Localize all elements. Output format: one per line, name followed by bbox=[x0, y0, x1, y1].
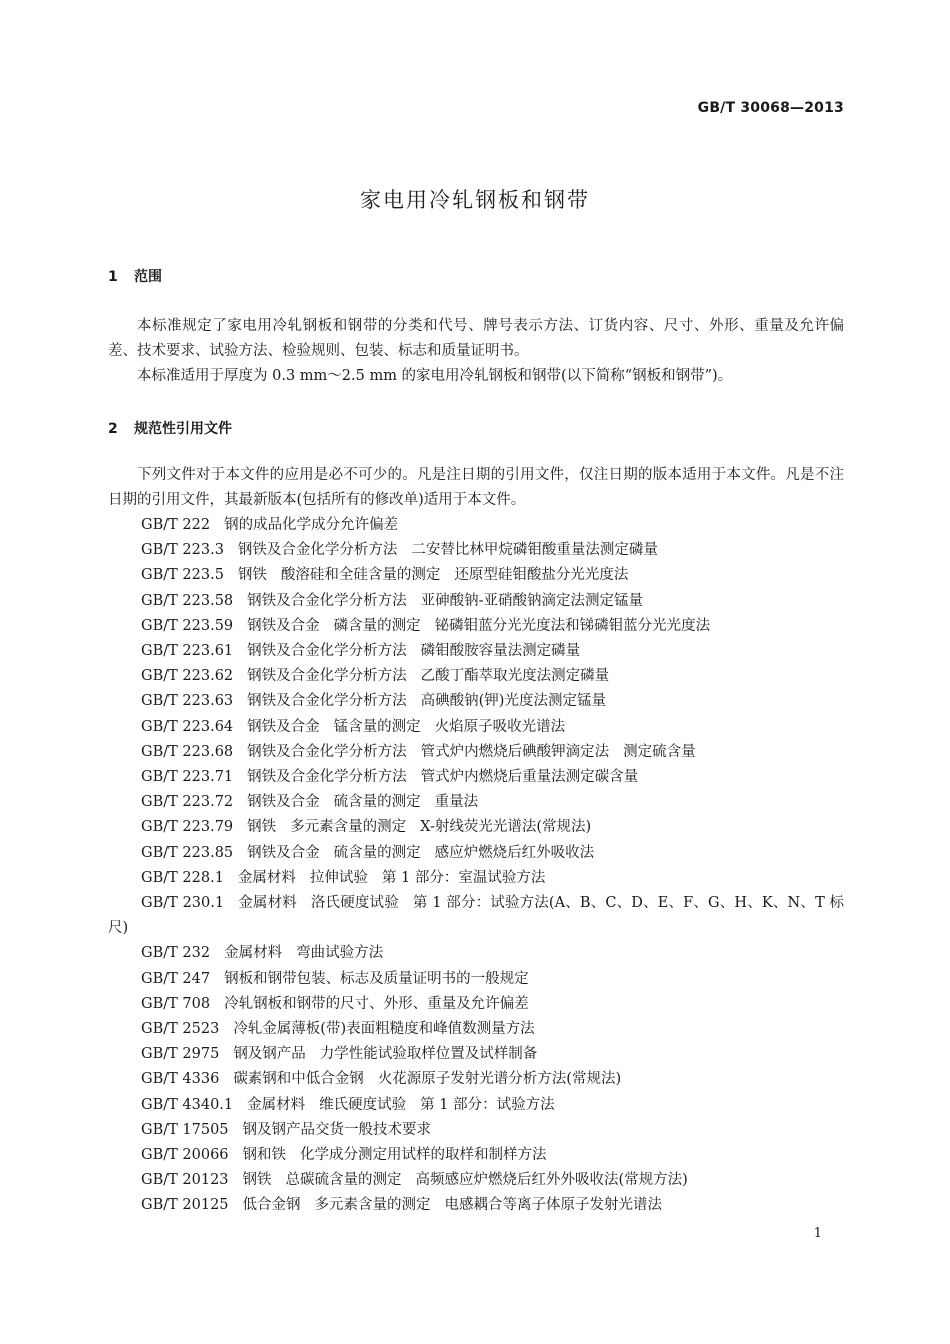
reference-code: GB/T 2975 bbox=[141, 1046, 220, 1063]
reference-title-part: 力学性能试验取样位置及试样制备 bbox=[319, 1046, 538, 1063]
reference-title-part: 高碘酸钠(钾)光度法测定锰量 bbox=[420, 693, 606, 710]
reference-title-part: 钢的成品化学成分允许偏差 bbox=[224, 517, 399, 533]
reference-code: GB/T 223.71 bbox=[141, 769, 234, 786]
reference-title-part: 金属材料 bbox=[238, 895, 297, 912]
reference-title-part: 钢铁及合金化学分析方法 bbox=[247, 769, 407, 786]
reference-item bbox=[108, 538, 844, 563]
reference-item bbox=[108, 589, 844, 614]
reference-title-part: 亚砷酸钠-亚硝酸钠滴定法测定锰量 bbox=[420, 592, 644, 609]
reference-title-part: 钢和铁 bbox=[242, 1147, 287, 1164]
reference-code: GB/T 20123 bbox=[141, 1172, 229, 1189]
reference-title-part: 钢铁及合金化学分析方法 bbox=[247, 743, 407, 760]
reference-code: GB/T 2523 bbox=[141, 1021, 220, 1038]
reference-title-part: 金属材料 bbox=[224, 945, 283, 962]
reference-item bbox=[108, 1017, 844, 1042]
reference-item bbox=[108, 513, 844, 538]
reference-item bbox=[108, 563, 844, 588]
reference-title-part: 钢铁及合金 bbox=[247, 844, 320, 861]
reference-title-part: 测定硫含量 bbox=[623, 743, 696, 760]
reference-item bbox=[108, 891, 844, 941]
reference-title-part: 钢及钢产品 bbox=[233, 1046, 306, 1063]
reference-title-part: 钢铁 bbox=[242, 1172, 272, 1189]
reference-title-part: 钢铁及合金化学分析方法 bbox=[247, 693, 407, 710]
reference-title-part: 钢铁及合金化学分析方法 bbox=[247, 643, 407, 660]
reference-title-part: 冷轧钢板和钢带的尺寸、外形、重量及允许偏差 bbox=[224, 995, 529, 1012]
reference-title-part: 高频感应炉燃烧后红外外吸收法(常规方法) bbox=[415, 1172, 688, 1189]
reference-code: GB/T 228.1 bbox=[141, 869, 224, 886]
reference-title-part: 多元素含量的测定 bbox=[314, 1197, 431, 1214]
reference-title-part: 钢铁及合金化学分析方法 bbox=[247, 668, 407, 685]
reference-item bbox=[108, 941, 844, 966]
reference-code: GB/T 223.62 bbox=[141, 668, 234, 685]
reference-title-part: 锰含量的测定 bbox=[333, 718, 421, 735]
reference-code: GB/T 4340.1 bbox=[141, 1096, 234, 1113]
reference-item bbox=[108, 639, 844, 664]
section-number: 2 bbox=[108, 421, 118, 437]
reference-title-part: 钢铁及合金 bbox=[247, 794, 320, 811]
reference-item bbox=[108, 790, 844, 815]
reference-item bbox=[108, 1118, 844, 1143]
reference-item bbox=[108, 1042, 844, 1067]
reference-item bbox=[108, 1193, 844, 1218]
reference-title-part: 磷含量的测定 bbox=[333, 617, 421, 634]
reference-title-part: 火焰原子吸收光谱法 bbox=[434, 718, 566, 735]
reference-title-part: 钢铁及合金 bbox=[247, 617, 320, 634]
section-2-heading bbox=[108, 418, 232, 438]
scope-paragraph-2: 本标准适用于厚度为 0.3 mm～2.5 mm 的家电用冷轧钢板和钢带(以下简称“钢板和钢带”)。 bbox=[137, 368, 733, 384]
reference-title-part: 磷钼酸胺容量法测定磷量 bbox=[420, 643, 581, 660]
reference-code: GB/T 223.64 bbox=[141, 718, 234, 735]
reference-title-part: 硫含量的测定 bbox=[333, 844, 421, 861]
reference-title-part: 第 1 部分：室温试验方法 bbox=[381, 869, 546, 886]
reference-code: GB/T 223.72 bbox=[141, 794, 234, 811]
reference-code: GB/T 247 bbox=[141, 970, 211, 987]
reference-title-part: 低合金钢 bbox=[242, 1197, 301, 1214]
section-title: 规范性引用文件 bbox=[134, 421, 232, 437]
reference-code: GB/T 223.58 bbox=[141, 592, 234, 609]
reference-title-part: 感应炉燃烧后红外吸收法 bbox=[434, 844, 595, 861]
reference-item bbox=[108, 765, 844, 790]
reference-item bbox=[108, 664, 844, 689]
reference-code: GB/T 223.3 bbox=[141, 542, 224, 559]
reference-title-part: 第 1 部分：试验方法 bbox=[420, 1096, 555, 1113]
reference-title-part: 火花源原子发射光谱分析方法(常规法) bbox=[377, 1071, 622, 1088]
reference-title-part: 乙酸丁酯萃取光度法测定磷量 bbox=[420, 668, 610, 685]
reference-title-part: 总碳硫含量的测定 bbox=[285, 1172, 402, 1189]
reference-title-part: 酸溶硅和全硅含量的测定 bbox=[280, 567, 441, 584]
reference-code: GB/T 223.63 bbox=[141, 693, 234, 710]
reference-title-part: 钢铁 bbox=[237, 567, 267, 584]
reference-title-part: 钢铁及合金 bbox=[247, 718, 320, 735]
reference-code: GB/T 20066 bbox=[141, 1147, 229, 1164]
reference-code: GB/T 223.79 bbox=[141, 819, 234, 836]
reference-title-part: 弯曲试验方法 bbox=[296, 945, 384, 962]
reference-title-part: 二安替比林甲烷磷钼酸重量法测定磷量 bbox=[411, 542, 658, 559]
reference-item bbox=[108, 715, 844, 740]
reference-title-part: 化学成分测定用试样的取样和制样方法 bbox=[300, 1147, 547, 1164]
standard-code: GB/T 30068—2013 bbox=[697, 100, 844, 116]
reference-title-part: 碳素钢和中低合金钢 bbox=[233, 1071, 364, 1088]
section-1-heading bbox=[108, 266, 162, 286]
reference-code: GB/T 223.85 bbox=[141, 844, 234, 861]
reference-title-part: 还原型硅钼酸盐分光光度法 bbox=[454, 567, 629, 584]
reference-title-part: X-射线荧光光谱法(常规法) bbox=[420, 819, 592, 836]
references-intro-paragraph: 下列文件对于本文件的应用是必不可少的。凡是注日期的引用文件，仅注日期的版本适用于本文件。凡是不注日期的引用文件，其最新版本(包括所有的修改单)适用于本文件。 bbox=[108, 467, 844, 509]
reference-code: GB/T 223.61 bbox=[141, 643, 234, 660]
reference-item bbox=[108, 1093, 844, 1118]
reference-item bbox=[108, 967, 844, 992]
reference-title-part: 硫含量的测定 bbox=[333, 794, 421, 811]
reference-title-part: 钢铁及合金化学分析方法 bbox=[247, 592, 407, 609]
normative-references-list bbox=[108, 513, 844, 1219]
reference-item bbox=[108, 815, 844, 840]
reference-code: GB/T 232 bbox=[141, 945, 211, 962]
reference-code: GB/T 223.5 bbox=[141, 567, 224, 584]
reference-code: GB/T 223.68 bbox=[141, 743, 234, 760]
reference-item bbox=[108, 689, 844, 714]
section-number: 1 bbox=[108, 269, 118, 285]
reference-item bbox=[108, 1067, 844, 1092]
reference-title-part: 第 1 部分：试验方法(A、B、C、D、E、F、G、H、K、N、T 标尺) bbox=[108, 895, 845, 937]
reference-code: GB/T 20125 bbox=[141, 1197, 229, 1214]
reference-title-part: 重量法 bbox=[434, 794, 479, 811]
reference-title-part: 钢及钢产品交货一般技术要求 bbox=[242, 1121, 432, 1138]
reference-title-part: 铋磷钼蓝分光光度法和锑磷钼蓝分光光度法 bbox=[434, 617, 711, 634]
reference-code: GB/T 223.59 bbox=[141, 617, 234, 634]
reference-code: GB/T 17505 bbox=[141, 1121, 229, 1138]
reference-title-part: 管式炉内燃烧后重量法测定碳含量 bbox=[420, 769, 639, 786]
reference-title-part: 电感耦合等离子体原子发射光谱法 bbox=[444, 1197, 663, 1214]
reference-item bbox=[108, 992, 844, 1017]
reference-title-part: 冷轧金属薄板(带)表面粗糙度和峰值数测量方法 bbox=[233, 1021, 535, 1038]
reference-title-part: 拉伸试验 bbox=[309, 869, 368, 886]
section-title: 范围 bbox=[134, 269, 162, 285]
reference-item bbox=[108, 614, 844, 639]
reference-title-part: 维氏硬度试验 bbox=[319, 1096, 407, 1113]
reference-item bbox=[108, 1168, 844, 1193]
reference-item bbox=[108, 866, 844, 891]
reference-code: GB/T 708 bbox=[141, 995, 211, 1012]
reference-title-part: 洛氏硬度试验 bbox=[310, 895, 399, 912]
reference-title-part: 金属材料 bbox=[237, 869, 296, 886]
reference-item bbox=[108, 740, 844, 765]
reference-title-part: 金属材料 bbox=[247, 1096, 306, 1113]
reference-code: GB/T 222 bbox=[141, 517, 211, 533]
reference-title-part: 多元素含量的测定 bbox=[290, 819, 407, 836]
reference-title-part: 钢铁 bbox=[247, 819, 277, 836]
page-number: 1 bbox=[813, 1226, 822, 1241]
document-title: 家电用冷轧钢板和钢带 bbox=[360, 188, 590, 212]
reference-title-part: 钢铁及合金化学分析方法 bbox=[237, 542, 398, 559]
reference-item bbox=[108, 1143, 844, 1168]
reference-title-part: 钢板和钢带包装、标志及质量证明书的一般规定 bbox=[224, 970, 529, 987]
reference-code: GB/T 4336 bbox=[141, 1071, 220, 1088]
reference-code: GB/T 230.1 bbox=[141, 895, 225, 912]
reference-item bbox=[108, 841, 844, 866]
reference-title-part: 管式炉内燃烧后碘酸钾滴定法 bbox=[420, 743, 610, 760]
scope-paragraph-1: 本标准规定了家电用冷轧钢板和钢带的分类和代号、牌号表示方法、订货内容、尺寸、外形、重量及允许偏差、技术要求、试验方法、检验规则、包装、标志和质量证明书。 bbox=[108, 318, 844, 360]
